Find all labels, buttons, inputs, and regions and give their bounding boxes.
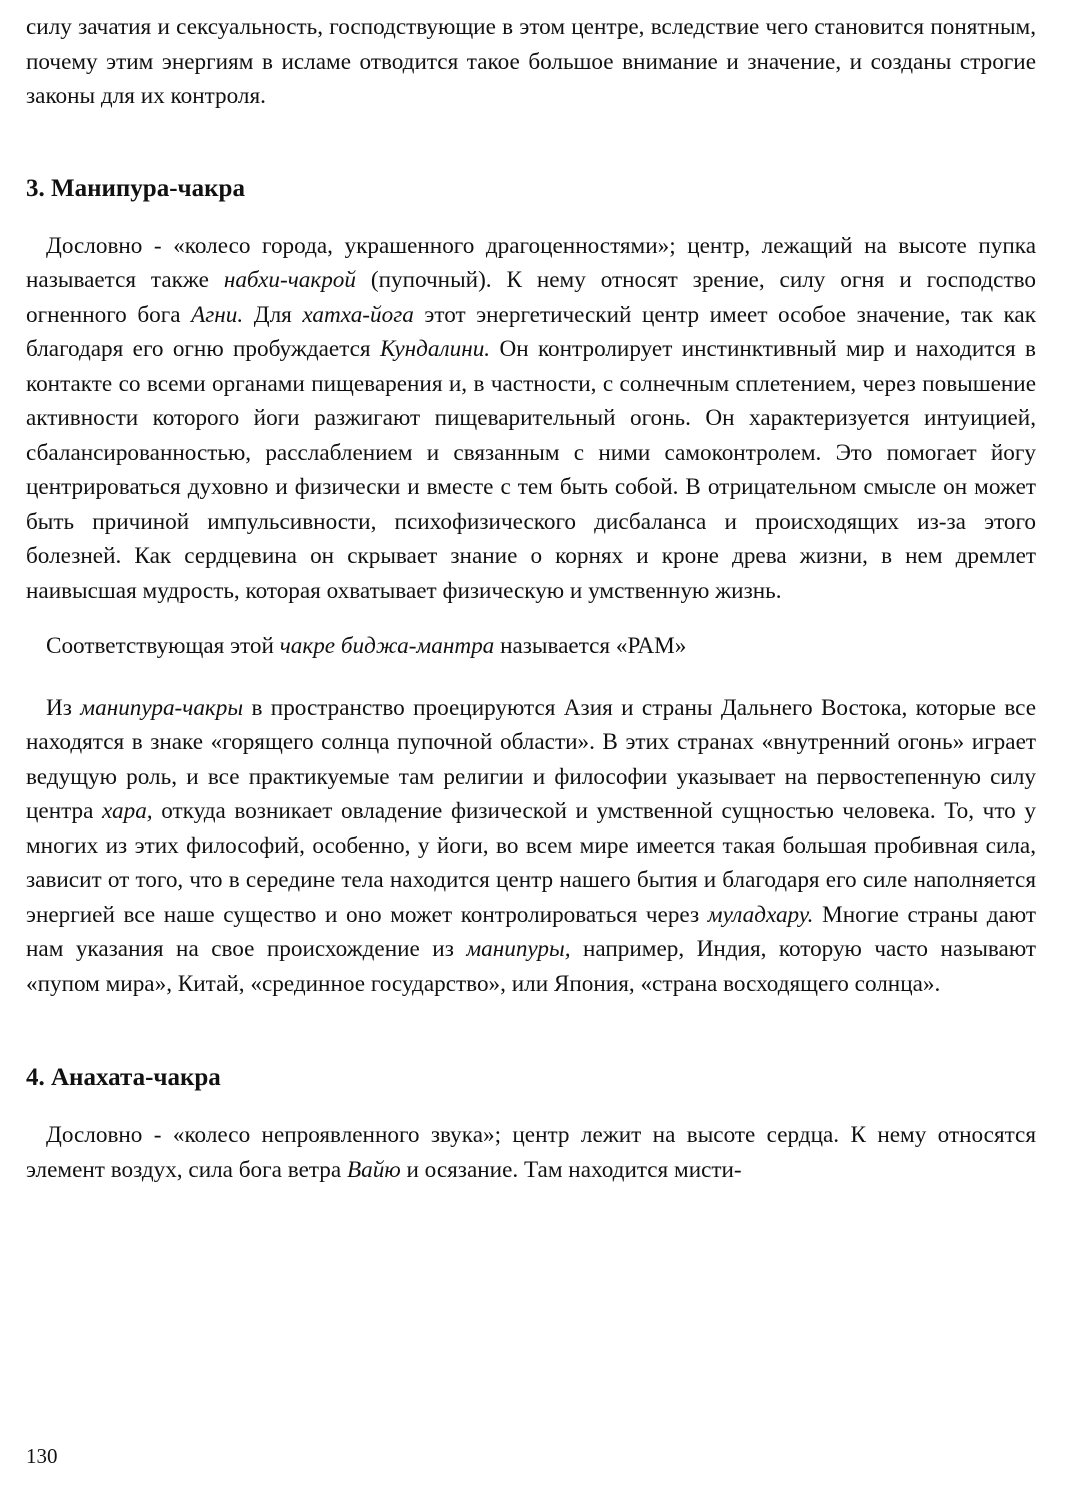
italic-term: чакре биджа-мантра — [279, 633, 495, 659]
text-run: откуда возникает овладение физической и умственной сущностью человека. То, что у многих из этих философий, особенно, у йоги, во всем мире имеется такая большая пробивная сила, зависит от того, что в середине тела находится центр нашего бытия и благодаря его силе наполняется энергией все наше существо и оно может контролироваться через — [26, 798, 1036, 928]
book-page — [26, 10, 1036, 1187]
italic-term: манипуры, — [466, 936, 571, 962]
section-heading-manipura: 3. Манипура-чакра — [26, 174, 245, 202]
manipura-paragraph-mantra — [26, 629, 1036, 664]
manipura-paragraph-2 — [26, 691, 1036, 1002]
italic-term: хара, — [102, 798, 153, 824]
italic-term: набхи-чакрой — [223, 267, 356, 293]
text-run: называется «РАМ» — [494, 633, 687, 659]
text-run: этот энергетический центр имеет особое значение, так как благодаря его огню пробуждается — [26, 301, 1036, 362]
italic-term: Кундалини. — [379, 336, 491, 362]
text-run: Он контролирует инстинктивный мир и находится в контакте со всеми органами пищеварения и, в частности, с солнечным сплетением, через повышение активности которого йоги разжигают пищеварительный огонь. Он характеризуется интуицией, сбалансированностью, расслаблением и связанным с ними самоконтролем. Это помогает йогу центрироваться духовно и физически и вместе с тем быть собой. В отрицательном смысле он может быть причиной импульсивности, психофизического дисбаланса и происходящих из-за этого болезней. Как сердцевина он скрывает знание о корнях и кроне древа жизни, в нем дремлет наивысшая мудрость, которая охватывает физическую и умственную жизнь. — [26, 336, 1036, 604]
intro-paragraph: силу зачатия и сексуальность, господствующие в этом центре, вследствие чего становится понятным, почему этим энергиям в исламе отводится такое большое внимание и значение, и созданы строгие законы для их контроля. — [26, 14, 1036, 109]
text-run: в пространство проецируются Азия и страны Дальнего Востока, которые все находятся в знаке «горящего солнца пупочной области». В этих странах «внутренний огонь» играет ведущую роль, и все практикуемые там религии и философии указывает на первостепенную силу центра — [26, 694, 1036, 824]
text-run: Многие страны дают нам указания на свое происхождение из — [26, 901, 1036, 962]
anahata-paragraph-1 — [26, 1118, 1036, 1187]
manipura-paragraph-1 — [26, 229, 1036, 609]
text-run: например, Индия, которую часто называют «пупом мира», Китай, «срединное государство», или Япония, «страна восходящего солнца». — [26, 936, 1036, 997]
text-run: Дословно - «колесо города, украшенного драгоценностями»; центр, лежащий на высоте пупка называется также — [26, 232, 1036, 293]
italic-term: хатха-йога — [302, 301, 414, 328]
text-run: Дословно - «колесо непроявленного звука»; центр лежит на высоте сердца. К нему относятся элемент воздух, сила бога ветра — [26, 1122, 1036, 1183]
text-run: Соответствующая этой — [46, 633, 280, 659]
text-run: Из — [46, 694, 81, 721]
italic-term: Вайю — [346, 1156, 401, 1183]
page-number: 130 — [26, 1444, 58, 1468]
italic-term: Агни. — [191, 301, 244, 328]
text-run: Для — [243, 301, 303, 328]
italic-term: манипура-чакры — [80, 694, 244, 721]
section-heading-anahata: 4. Анахата-чакра — [26, 1064, 221, 1091]
italic-term: муладхару. — [707, 901, 814, 928]
text-run: и осязание. Там находится мисти- — [400, 1156, 742, 1183]
text-run: (пупочный). К нему относят зрение, силу огня и господство огненного бога — [26, 267, 1036, 328]
